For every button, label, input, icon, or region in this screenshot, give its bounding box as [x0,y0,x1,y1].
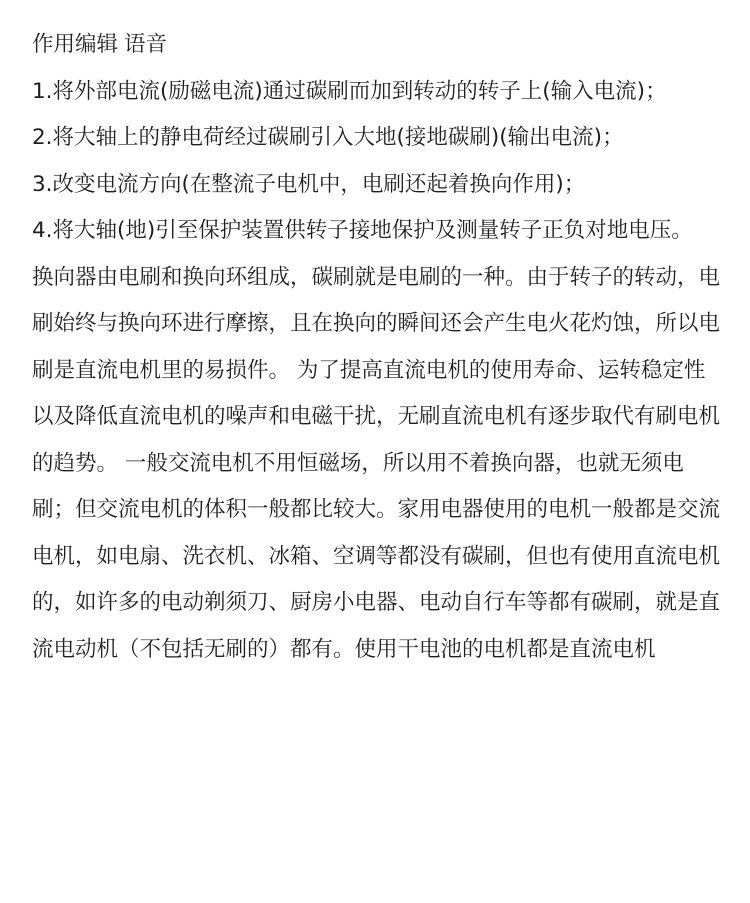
article [32,22,722,673]
list-item-1: 1.将外部电流(励磁电流)通过碳刷而加到转动的转子上(输入电流)； [32,78,667,104]
list-item-3: 3.改变电流方向(在整流子电机中，电刷还起着换向作用)； [32,171,586,197]
section-heading [32,22,722,69]
body-paragraph: 换向器由电刷和换向环组成，碳刷就是电刷的一种。由于转子的转动，电刷始终与换向环进行摩擦，且在换向的瞬间还会产生电火花灼蚀，所以电刷是直流电机里的易损件。 为了提高直流电机的使用寿命、运转稳定性以及降低直流电机的噪声和电磁干扰，无刷直流电机有逐步取代有刷电机的趋势。 一般交流电机不用恒磁场，所以用不着换向器，也就无须电刷；但交流电机的体积一般都比较大。家用电器使用的电机一般都是交流电机，如电扇、洗衣机、冰箱、空调等都没有碳刷，但也有使用直流电机的，如许多的电动剃须刀、厨房小电器、电动自行车等都有碳刷，就是直流电动机（不包括无刷的）都有。使用干电池的电机都是直流电机 [32,264,721,662]
list-item-4: 4.将大轴(地)引至保护装置供转子接地保护及测量转子正负对地电压。 [32,218,693,243]
voice-link[interactable]: 语音 [124,32,168,57]
section-title: 作用编辑 [32,32,119,57]
list-item-2: 2.将大轴上的静电荷经过碳刷引入大地(接地碳刷)(输出电流)； [32,125,624,150]
